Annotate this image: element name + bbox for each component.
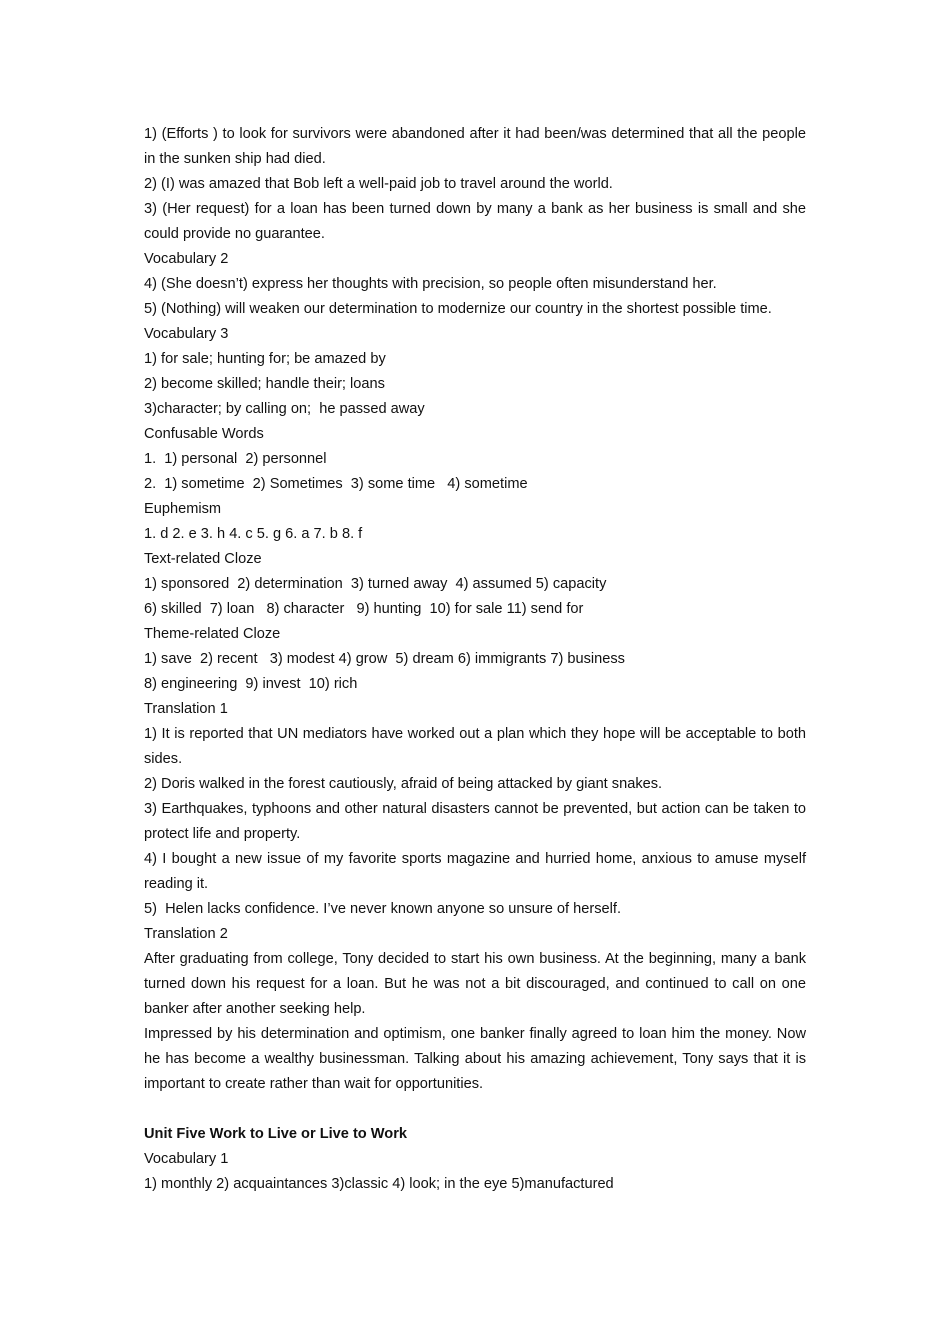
text-line: Vocabulary 2 (144, 251, 229, 267)
text-line: 8) engineering 9) invest 10) rich (144, 676, 358, 692)
text-line: Theme-related Cloze (144, 626, 281, 642)
text-line: 1. 1) personal 2) personnel (144, 451, 327, 467)
text-line: 5) (Nothing) will weaken our determination to modernize our country in the shortest possible time. (144, 301, 772, 317)
text-line: After graduating from college, Tony decided to start his own business. At the beginning, many a bank turned down his request for a loan. But he was not a bit discouraged, and continued to call on one banker after another seeking help. (144, 951, 811, 1017)
text-line: 1) for sale; hunting for; be amazed by (144, 351, 386, 367)
text-line: Confusable Words (144, 426, 264, 442)
text-line: 3)character; by calling on; he passed away (144, 401, 425, 417)
text-line: 5) Helen lacks confidence. I’ve never known anyone so unsure of herself. (144, 901, 621, 917)
text-line: Impressed by his determination and optimism, one banker finally agreed to loan him the money. Now he has become a wealthy businessman. Talking about his amazing achievement, Tony says that it is important to create rather than wait for opportunities. (144, 1026, 811, 1092)
unit-heading: Unit Five Work to Live or Live to Work (144, 1126, 407, 1142)
text-line: Vocabulary 3 (144, 326, 229, 342)
text-line: 1) monthly 2) acquaintances 3)classic 4) look; in the eye 5)manufactured (144, 1176, 614, 1192)
text-line: 2. 1) sometime 2) Sometimes 3) some time 4) sometime (144, 476, 528, 492)
text-line: 3) Earthquakes, typhoons and other natural disasters cannot be prevented, but action can be taken to protect life and property. (144, 801, 811, 842)
text-line: Translation 1 (144, 701, 228, 717)
text-line: 1) save 2) recent 3) modest 4) grow 5) dream 6) immigrants 7) business (144, 651, 625, 667)
text-line: 6) skilled 7) loan 8) character 9) hunting 10) for sale 11) send for (144, 601, 584, 617)
text-line: 1) sponsored 2) determination 3) turned away 4) assumed 5) capacity (144, 576, 607, 592)
text-line: 1) It is reported that UN mediators have worked out a plan which they hope will be acceptable to both sides. (144, 726, 811, 767)
text-line: 2) (I) was amazed that Bob left a well-paid job to travel around the world. (144, 176, 613, 192)
text-line: 4) (She doesn’t) express her thoughts with precision, so people often misunderstand her. (144, 276, 717, 292)
text-line: 2) become skilled; handle their; loans (144, 376, 385, 392)
text-line: 2) Doris walked in the forest cautiously, afraid of being attacked by giant snakes. (144, 776, 663, 792)
text-line: Text-related Cloze (144, 551, 262, 567)
text-line: 3) (Her request) for a loan has been turned down by many a bank as her business is small and she could provide no guarantee. (144, 201, 811, 242)
text-line: Translation 2 (144, 926, 228, 942)
text-line: Vocabulary 1 (144, 1151, 229, 1167)
text-line: Euphemism (144, 501, 222, 517)
text-line: 4) I bought a new issue of my favorite sports magazine and hurried home, anxious to amuse myself reading it. (144, 851, 811, 892)
document-body (144, 122, 811, 1197)
blank-line (144, 1097, 806, 1122)
text-line: 1. d 2. e 3. h 4. c 5. g 6. a 7. b 8. f (144, 526, 363, 542)
text-line: 1) (Efforts ) to look for survivors were abandoned after it had been/was determined that all the people in the sunken ship had died. (144, 126, 811, 167)
